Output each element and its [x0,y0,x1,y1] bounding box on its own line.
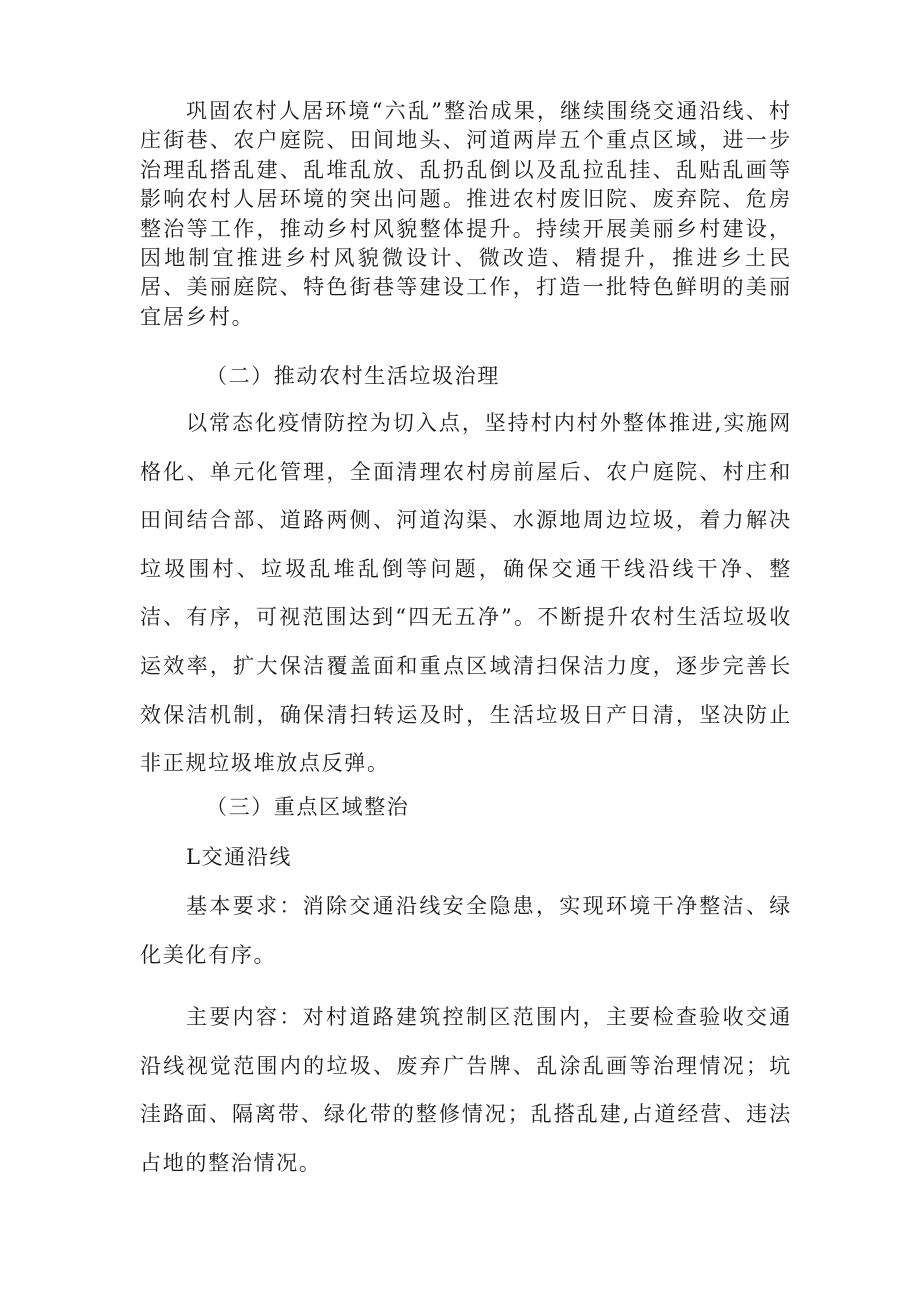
basic-requirement-paragraph: 基本要求：消除交通沿线安全隐患，实现环境干净整洁、绿化美化有序。 [140,894,792,967]
section-heading-2: （二）推动农村生活垃圾治理 [206,364,500,388]
section-heading-3: （三）重点区域整治 [206,795,410,819]
intro-paragraph: 巩固农村人居环境“六乱”整治成果，继续围绕交通沿线、村庄街巷、农户庭院、田间地头、河道两岸五个重点区域，进一步治理乱搭乱建、乱堆乱放、乱扔乱倒以及乱拉乱挂、乱贴乱画等影响农村人居环境的突出问题。推进农村废旧院、废弃院、危房整治等工作，推动乡村风貌整体提升。持续开展美丽乡村建设，因地制宜推进乡村风貌微设计、微改造、精提升，推进乡土民居、美丽庭院、特色街巷等建设工作，打造一批特色鲜明的美丽宜居乡村。 [140,99,792,329]
subsection-heading-traffic: L交通沿线 [186,845,292,869]
garbage-paragraph: 以常态化疫情防控为切入点，坚持村内村外整体推进,实施网格化、单元化管理，全面清理农村房前屋后、农户庭院、村庄和田间结合部、道路两侧、河道沟渠、水源地周边垃圾，着力解决垃圾围村、垃圾乱堆乱倒等问题，确保交通干线沿线干净、整洁、有序，可视范围达到“四无五净”。不断提升农村生活垃圾收运效率，扩大保洁覆盖面和重点区域清扫保洁力度，逐步完善长效保洁机制，确保清扫转运及时，生活垃圾日产日清，坚决防止非正规垃圾堆放点反弹。 [140,411,792,776]
main-content-paragraph: 主要内容：对村道路建筑控制区范围内，主要检查验收交通沿线视觉范围内的垃圾、废弃广告牌、乱涂乱画等治理情况；坑洼路面、隔离带、绿化带的整修情况；乱搭乱建,占道经营、违法占地的整治情况。 [140,1005,792,1175]
